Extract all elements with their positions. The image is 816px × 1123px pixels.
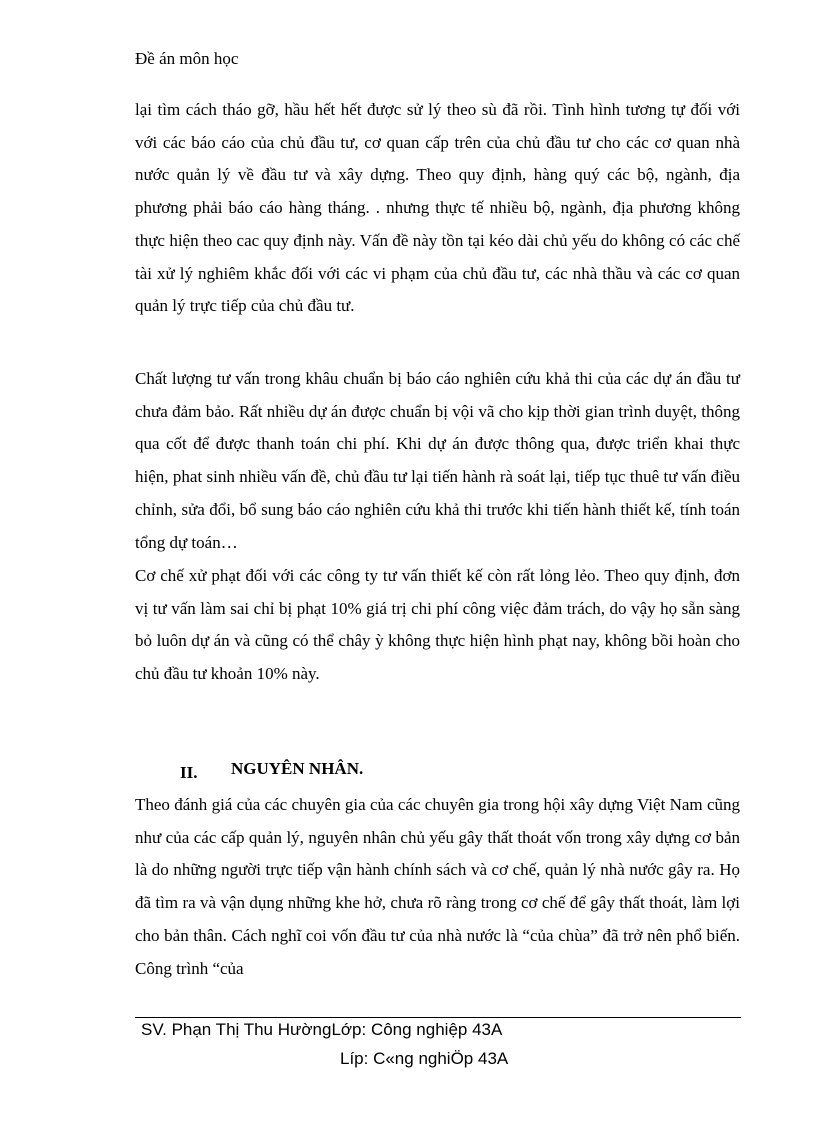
paragraph-4: Theo đánh giá của các chuyên gia của các chuyên gia trong hội xây dựng Việt Nam cũng như của các cấp quản lý, nguyên nhân chủ yếu gây thất thoát vốn trong xây dựng cơ bản là do những người trực tiếp vận hành chính sách và cơ chế, quản lý nhà nước gây ra. Họ đã tìm ra và vận dụng những khe hở, chưa rõ ràng trong cơ chế để gây thất thoát, làm lợi cho bản thân. Cách nghĩ coi vốn đầu tư của nhà nước là “của chùa” đã trở nên phổ biến. Công trình “của (135, 795, 740, 978)
page-header: Đề án môn học (135, 49, 239, 68)
section-title: NGUYÊN NHÂN. (231, 759, 364, 778)
section-number: II. (180, 763, 198, 782)
paragraph-1: lại tìm cách tháo gỡ, hầu hết hết được sử lý theo sù đã rồi. Tình hình tương tự đối với với các báo cáo của chủ đầu tư, cơ quan cấp trên của chủ đầu tư cho các cơ quan nhà nước quản lý về đầu tư và xây dựng. Theo quy định, hàng quý các bộ, ngành, địa phương phải báo cáo hàng tháng. . nhưng thực tế nhiều bộ, ngành, địa phương không thực hiện theo cac quy định này. Vấn đề này tồn tại kéo dài chủ yếu do không có các chế tài xử lý nghiêm khắc đối với các vi phạm của chủ đầu tư, các nhà thầu và các cơ quan quản lý trực tiếp của chủ đầu tư. (135, 100, 740, 316)
paragraph-3: Cơ chế xử phạt đối với các công ty tư vấn thiết kế còn rất lỏng lẻo. Theo quy định, đơn vị tư vấn làm sai chỉ bị phạt 10% giá trị chi phí công việc đảm trách, do vậy họ sẵn sàng bỏ luôn dự án và cũng có thể chây ỳ không thực hiện hình phạt nay, không bồi hoàn cho chủ đầu tư khoản 10% này. (135, 566, 740, 684)
footer-class-line: Líp: C«ng nghiÖp 43A (340, 1049, 509, 1068)
footer-divider (135, 1017, 741, 1018)
footer-student-line: SV. Phạn Thị Thu HườngLớp: Công nghiệp 43A (141, 1020, 503, 1039)
paragraph-2: Chất lượng tư vấn trong khâu chuẩn bị báo cáo nghiên cứu khả thi của các dự án đầu tư chưa đảm bảo. Rất nhiều dự án được chuẩn bị vội vã cho kịp thời gian trình duyệt, thông qua cốt để được thanh toán chi phí. Khi dự án được thông qua, được triển khai thực hiện, phat sinh nhiều vấn đề, chủ đầu tư lại tiến hành rà soát lại, tiếp tục thuê tư vấn điều chỉnh, sửa đổi, bổ sung báo cáo nghiên cứu khả thi trước khi tiến hành thiết kế, tính toán tổng dự toán… (135, 369, 740, 552)
